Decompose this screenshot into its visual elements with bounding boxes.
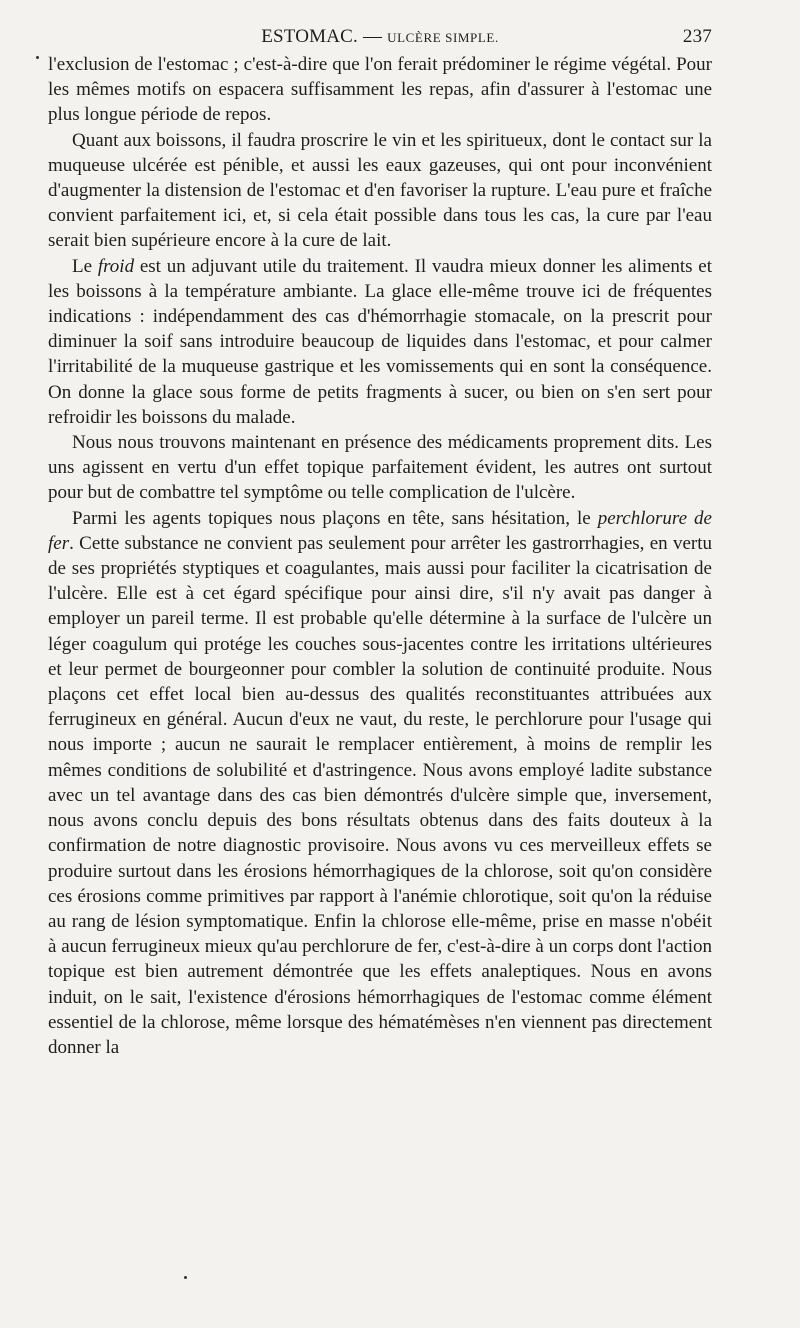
running-header — [48, 26, 712, 52]
page-number: 237 — [682, 26, 712, 47]
text-run: l'exclusion de l'estomac ; c'est-à-dire que l'on ferait prédominer le régime végétal. Pour les mêmes motifs on espacera suffisamment les repas, afin d'assurer à l'estomac une plus longue période de repos. — [48, 54, 712, 126]
paragraph — [48, 128, 712, 254]
text-run: Le — [72, 255, 98, 277]
body-text — [48, 52, 712, 1060]
paragraph — [48, 254, 712, 430]
chapter-title: ESTOMAC. — [261, 26, 358, 47]
text-run: Nous nous trouvons maintenant en présence des médicaments proprement dits. Les uns agissent en vertu d'un effet topique parfaitement évident, les autres ont surtout pour but de combattre tel symptôme ou telle complication de l'ulcère. — [48, 432, 712, 504]
header-dash: — — [362, 26, 383, 47]
section-title: ULCÈRE SIMPLE. — [387, 30, 499, 45]
paragraph — [48, 52, 712, 128]
italic-term: perchlorure de fer — [48, 507, 712, 554]
book-page — [48, 26, 712, 1060]
print-speck — [184, 1276, 187, 1279]
text-run: est un adjuvant utile du traitement. Il vaudra mieux donner les aliments et les boissons à la température ambiante. La glace elle-même trouve ici de fréquentes indications : indépendamment des cas d'hémorrhagie stomacale, on la prescrit pour diminuer la soif sans introduire beaucoup de liquides dans l'estomac, et pour calmer l'irritabilité de la muqueuse gastrique et les vomissements qui en sont la conséquence. On donne la glace sous forme de petits fragments à sucer, ou bien on s'en sert pour refroidir les boissons du malade. — [48, 255, 712, 428]
italic-term: froid — [97, 255, 135, 277]
print-speck — [36, 56, 39, 59]
text-run: . Cette substance ne convient pas seulement pour arrêter les gastrorrhagies, en vertu de ses propriétés styptiques et coagulantes, mais aussi pour faciliter la cicatrisation de l'ulcère. Elle est à cet égard spécifique pour ainsi dire, s'il n'y avait pas danger à employer un pareil terme. Il est probable qu'elle détermine à la surface de l'ulcère un léger coagulum qui protége les couches sous-jacentes contre les irritations ultérieures et leur permet de bourgeonner pour combler la solution de continuité produite. Nous plaçons cet effet local bien au-dessus des qualités reconstituantes attribuées aux ferrugineux en général. Aucun d'eux ne vaut, du reste, le perchlorure pour l'usage qui nous importe ; aucun ne saurait le remplacer entièrement, à moins de remplir les mêmes conditions de solubilité et d'astringence. Nous avons employé ladite substance avec un tel avantage dans des cas bien démontrés d'ulcère simple que, inversement, nous avons conclu depuis des bons résultats obtenus dans des faits douteux à la confirmation de notre diagnostic provisoire. Nous avons vu ces merveilleux effets se produire surtout dans les érosions hémorrhagiques de la chlorose, soit qu'on considère ces érosions comme primitives par rapport à l'anémie chlorotique, soit qu'on la réduise au rang de lésion symptomatique. Enfin la chlorose elle-même, prise en masse n'obéit à aucun ferrugineux mieux qu'au perchlorure de fer, c'est-à-dire à un corps dont l'action topique est bien autrement démontrée que les effets analeptiques. Nous en avons induit, on le sait, l'existence d'érosions hémorrhagiques de l'estomac comme élément essentiel de la chlorose, même lorsque des hématémèses n'en viennent pas directement donner la — [48, 532, 712, 1058]
text-run: Quant aux boissons, il faudra proscrire le vin et les spiritueux, dont le contact sur la muqueuse ulcérée est pénible, et aussi les eaux gazeuses, qui ont pour inconvénient d'augmenter la distension de l'estomac et d'en favoriser la rupture. L'eau pure et fraîche convient parfaitement ici, et, si cela était possible dans tous les cas, la cure par l'eau serait bien supérieure encore à la cure de lait. — [48, 129, 712, 252]
running-head — [48, 26, 712, 48]
paragraph — [48, 506, 712, 1060]
paragraph — [48, 430, 712, 506]
text-run: Parmi les agents topiques nous plaçons en tête, sans hésitation, le — [72, 507, 598, 529]
